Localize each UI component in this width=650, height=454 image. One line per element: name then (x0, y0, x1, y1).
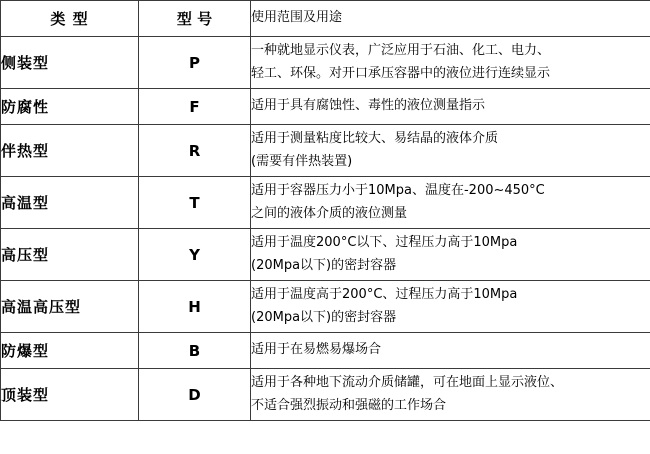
cell-model: Y (139, 229, 251, 281)
cell-type: 侧装型 (1, 37, 139, 89)
description-line: 适用于温度200°C以下、过程压力高于10Mpa (251, 234, 518, 250)
header-cell-type: 类 型 (1, 1, 139, 37)
cell-model: F (139, 89, 251, 125)
description-line: 适用于各种地下流动介质储罐，可在地面上显示液位、 (251, 374, 564, 390)
description-line: (20Mpa以下)的密封容器 (251, 257, 397, 273)
description-line: (20Mpa以下)的密封容器 (251, 309, 397, 325)
description-line: 适用于容器压力小于10Mpa、温度在-200~450°C (251, 182, 545, 198)
description-line: 之间的液体介质的液位测量 (251, 205, 408, 221)
cell-model: T (139, 177, 251, 229)
cell-description (251, 333, 650, 369)
table-row (1, 281, 650, 333)
cell-model: H (139, 281, 251, 333)
cell-model: P (139, 37, 251, 89)
table-row (1, 125, 650, 177)
cell-description (251, 89, 650, 125)
cell-description (251, 125, 650, 177)
cell-description (251, 369, 650, 421)
description-line: 一种就地显示仪表，广泛应用于石油、化工、电力、 (251, 42, 551, 58)
table-row (1, 89, 650, 125)
cell-type: 高温型 (1, 177, 139, 229)
cell-description (251, 281, 650, 333)
cell-type: 防腐性 (1, 89, 139, 125)
table-row (1, 333, 650, 369)
table-row (1, 37, 650, 89)
description-line: 轻工、环保。对开口承压容器中的液位进行连续显示 (251, 65, 551, 81)
cell-type: 伴热型 (1, 125, 139, 177)
table-row (1, 229, 650, 281)
table-body (1, 1, 650, 421)
description-line: 适用于温度高于200°C、过程压力高于10Mpa (251, 286, 518, 302)
table-header-row (1, 1, 650, 37)
table-row (1, 177, 650, 229)
description-line: 适用于测量粘度比较大、易结晶的液体介质 (251, 130, 499, 146)
cell-description (251, 229, 650, 281)
header-cell-description: 使用范围及用途 (251, 1, 650, 37)
cell-model: D (139, 369, 251, 421)
description-line: (需要有伴热装置) (251, 153, 353, 169)
header-cell-model: 型 号 (139, 1, 251, 37)
cell-type: 高温高压型 (1, 281, 139, 333)
cell-type: 顶装型 (1, 369, 139, 421)
cell-model: R (139, 125, 251, 177)
description-line: 适用于在易燃易爆场合 (251, 342, 382, 358)
cell-description (251, 177, 650, 229)
cell-model: B (139, 333, 251, 369)
description-line: 不适合强烈振动和强磁的工作场合 (251, 397, 447, 413)
table-row (1, 369, 650, 421)
cell-type: 防爆型 (1, 333, 139, 369)
cell-description (251, 37, 650, 89)
cell-type: 高压型 (1, 229, 139, 281)
description-line: 适用于具有腐蚀性、毒性的液位测量指示 (251, 98, 486, 114)
